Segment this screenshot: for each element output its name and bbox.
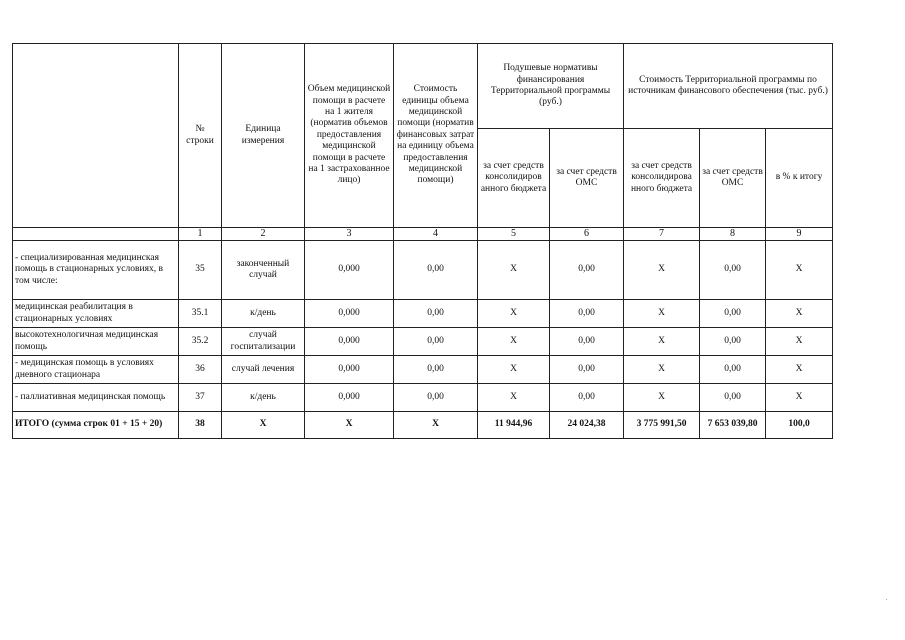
row-volume: 0,000	[305, 356, 394, 384]
row-pc-budget: X	[478, 384, 550, 412]
row-name: медицинская реабилитация в стационарных условиях	[13, 300, 179, 328]
table-row	[13, 356, 833, 384]
row-volume: 0,000	[305, 241, 394, 300]
row-number: 35.2	[179, 328, 222, 356]
row-pc-oms: 0,00	[550, 328, 624, 356]
row-unit: случай лечения	[222, 356, 305, 384]
row-tp-budget: X	[624, 300, 700, 328]
table-row	[13, 300, 833, 328]
subheader-budget-b: за счет средств консолидирова нного бюджета	[624, 129, 700, 228]
total-pc-oms: 24 024,38	[550, 412, 624, 439]
financing-table	[12, 43, 833, 439]
row-tp-oms: 0,00	[700, 300, 766, 328]
total-pc-budget: 11 944,96	[478, 412, 550, 439]
table-row	[13, 241, 833, 300]
column-number: 1	[179, 228, 222, 241]
total-name: ИТОГО (сумма строк 01 + 15 + 20)	[13, 412, 179, 439]
row-cost: 0,00	[394, 356, 478, 384]
row-pct: X	[766, 300, 833, 328]
row-cost: 0,00	[394, 328, 478, 356]
row-pc-budget: X	[478, 328, 550, 356]
row-name: - медицинская помощь в условиях дневного стационара	[13, 356, 179, 384]
header-program-cost: Стоимость Территориальной программы по источникам финансового обеспечения (тыс. руб.)	[624, 44, 833, 129]
column-number: 4	[394, 228, 478, 241]
row-tp-budget: X	[624, 241, 700, 300]
row-name: высокотехнологичная медицинская помощь	[13, 328, 179, 356]
row-volume: 0,000	[305, 300, 394, 328]
total-unit: X	[222, 412, 305, 439]
column-number: 7	[624, 228, 700, 241]
row-name: - специализированная медицинская помощь в стационарных условиях, в том числе:	[13, 241, 179, 300]
header-volume: Объем медицинской помощи в расчете на 1 жителя (норматив объемов предоставления медицинской помощи в расчете на 1 застрахованное лицо)	[305, 44, 394, 228]
row-cost: 0,00	[394, 241, 478, 300]
row-number: 37	[179, 384, 222, 412]
row-pct: X	[766, 384, 833, 412]
row-tp-budget: X	[624, 328, 700, 356]
row-unit: случай госпитализации	[222, 328, 305, 356]
column-number: 3	[305, 228, 394, 241]
table-row	[13, 328, 833, 356]
row-pc-oms: 0,00	[550, 384, 624, 412]
row-tp-oms: 0,00	[700, 356, 766, 384]
row-pc-budget: X	[478, 241, 550, 300]
row-cost: 0,00	[394, 384, 478, 412]
row-tp-oms: 0,00	[700, 328, 766, 356]
row-cost: 0,00	[394, 300, 478, 328]
scan-speck	[886, 599, 887, 600]
row-number: 35	[179, 241, 222, 300]
column-number: 2	[222, 228, 305, 241]
header-stub	[13, 44, 179, 228]
column-number: 8	[700, 228, 766, 241]
row-unit: законченный случай	[222, 241, 305, 300]
row-tp-budget: X	[624, 384, 700, 412]
header-cost-unit: Стоимость единицы объема медицинской помощи (норматив финансовых затрат на единицу объема предоставления медицинской помощи)	[394, 44, 478, 228]
row-tp-oms: 0,00	[700, 384, 766, 412]
row-pc-budget: X	[478, 300, 550, 328]
total-number: 38	[179, 412, 222, 439]
total-pct: 100,0	[766, 412, 833, 439]
row-pc-oms: 0,00	[550, 300, 624, 328]
column-number: 9	[766, 228, 833, 241]
row-volume: 0,000	[305, 384, 394, 412]
subheader-pct: в % к итогу	[766, 129, 833, 228]
total-cost: X	[394, 412, 478, 439]
header-per-capita: Подушевые нормативы финансирования Территориальной программы (руб.)	[478, 44, 624, 129]
total-row	[13, 412, 833, 439]
row-unit: к/день	[222, 384, 305, 412]
subheader-oms-b: за счет средств ОМС	[700, 129, 766, 228]
row-pct: X	[766, 328, 833, 356]
row-pc-budget: X	[478, 356, 550, 384]
row-volume: 0,000	[305, 328, 394, 356]
column-number: 5	[478, 228, 550, 241]
total-volume: X	[305, 412, 394, 439]
table-row	[13, 384, 833, 412]
total-tp-oms: 7 653 039,80	[700, 412, 766, 439]
row-tp-oms: 0,00	[700, 241, 766, 300]
header-unit: Единица измерения	[222, 44, 305, 228]
total-tp-budget: 3 775 991,50	[624, 412, 700, 439]
row-pc-oms: 0,00	[550, 356, 624, 384]
row-tp-budget: X	[624, 356, 700, 384]
subheader-budget-a: за счет средств консолидиров анного бюджета	[478, 129, 550, 228]
row-unit: к/день	[222, 300, 305, 328]
column-numbers-row	[13, 228, 833, 241]
column-number: 6	[550, 228, 624, 241]
subheader-oms-a: за счет средств ОМС	[550, 129, 624, 228]
row-pct: X	[766, 356, 833, 384]
header-row-no: № строки	[179, 44, 222, 228]
row-number: 35.1	[179, 300, 222, 328]
column-number-stub	[13, 228, 179, 241]
header-row	[13, 44, 833, 129]
row-number: 36	[179, 356, 222, 384]
row-pc-oms: 0,00	[550, 241, 624, 300]
row-name: - паллиативная медицинская помощь	[13, 384, 179, 412]
row-pct: X	[766, 241, 833, 300]
